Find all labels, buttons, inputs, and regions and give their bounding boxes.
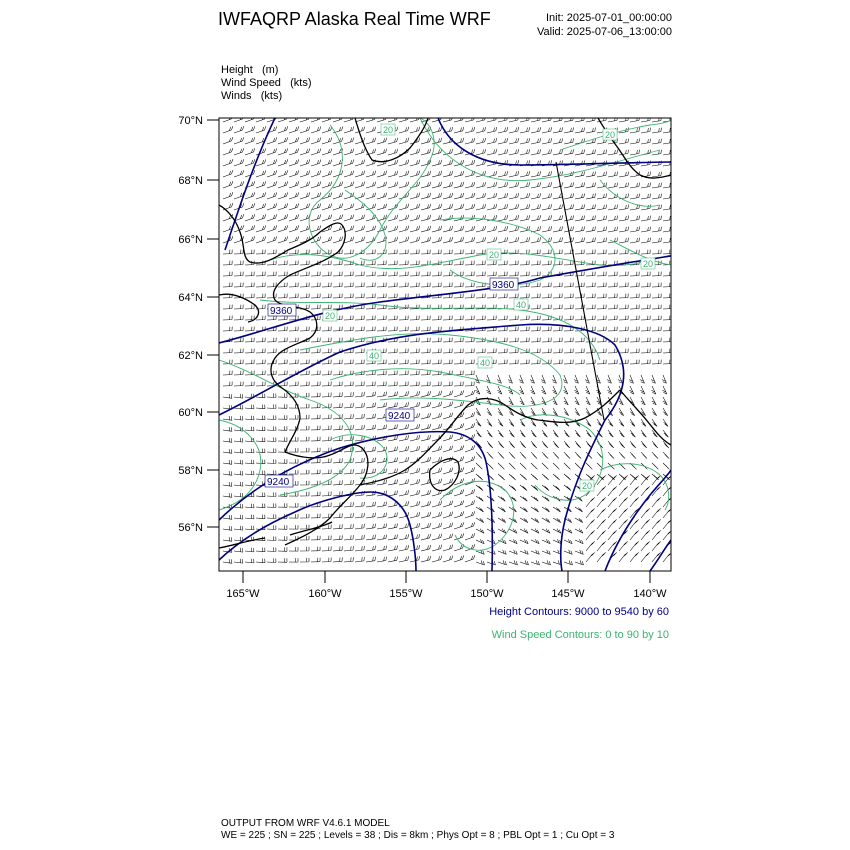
model-options: WE = 225 ; SN = 225 ; Levels = 38 ; Dis = 8km ; Phys Opt = 8 ; PBL Opt = 1 ; Cu Opt = 3 xyxy=(221,830,615,841)
height-label: 9240 xyxy=(388,411,411,422)
height-label: 9360 xyxy=(492,280,515,291)
wind-label: 20 xyxy=(582,481,593,491)
wind-speed-contours-legend: Wind Speed Contours: 0 to 90 by 10 xyxy=(491,629,669,641)
lon-label-140w: 140°W xyxy=(633,588,667,600)
height-label: 9360 xyxy=(270,306,293,317)
wind-label: 40 xyxy=(369,351,380,361)
plot-background xyxy=(219,118,671,571)
lat-label-66n: 66°N xyxy=(178,234,203,246)
lat-label-62n: 62°N xyxy=(178,350,203,362)
lon-label-145w: 145°W xyxy=(551,588,585,600)
field-height-label: Height (m) xyxy=(221,64,279,76)
wind-label: 20 xyxy=(489,250,500,260)
wind-label: 40 xyxy=(516,300,527,310)
wrf-map xyxy=(165,110,685,610)
lat-label-60n: 60°N xyxy=(178,407,203,419)
lat-label-64n: 64°N xyxy=(178,292,203,304)
field-winds-label: Winds (kts) xyxy=(221,90,283,102)
lon-label-155w: 155°W xyxy=(389,588,423,600)
lat-label-58n: 58°N xyxy=(178,465,203,477)
height-label: 9240 xyxy=(267,477,290,488)
lat-label-56n: 56°N xyxy=(178,522,203,534)
wind-label: 40 xyxy=(480,358,491,368)
wind-label: 20 xyxy=(643,259,654,269)
lon-label-150w: 150°W xyxy=(470,588,504,600)
lon-label-165w: 165°W xyxy=(226,588,260,600)
wind-label: 20 xyxy=(605,130,616,140)
lat-label-70n: 70°N xyxy=(178,115,203,127)
map-title: IWFAQRP Alaska Real Time WRF xyxy=(218,9,491,29)
height-contours-legend: Height Contours: 9000 to 9540 by 60 xyxy=(489,606,669,618)
model-info: OUTPUT FROM WRF V4.6.1 MODEL xyxy=(221,818,390,829)
wind-label: 20 xyxy=(325,311,336,321)
lon-label-160w: 160°W xyxy=(308,588,342,600)
valid-time: Valid: 2025-07-06_13:00:00 xyxy=(537,26,672,38)
lat-label-68n: 68°N xyxy=(178,175,203,187)
field-wind-speed-label: Wind Speed (kts) xyxy=(221,77,312,89)
wind-label: 20 xyxy=(383,125,394,135)
init-time: Init: 2025-07-01_00:00:00 xyxy=(546,12,672,24)
